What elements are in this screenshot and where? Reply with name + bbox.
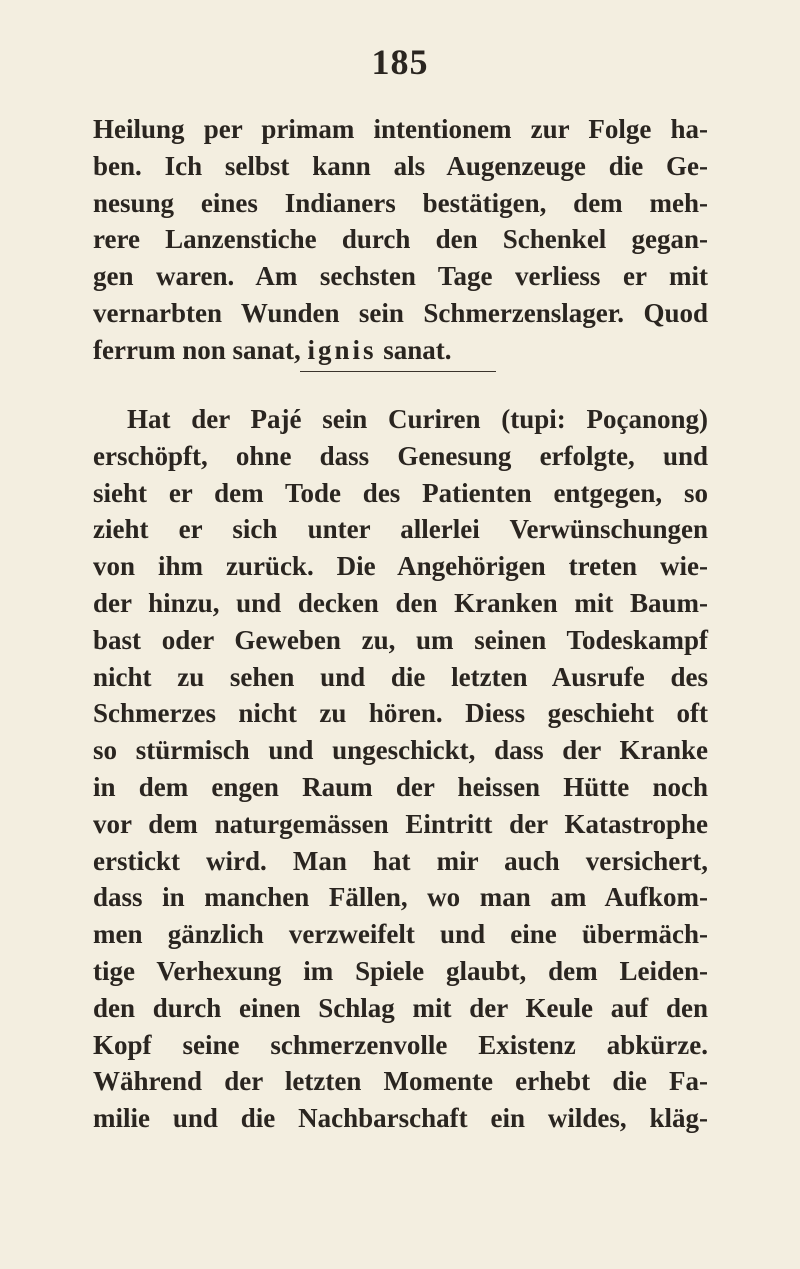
text-line: sieht er dem Tode des Patienten entgegen, so xyxy=(93,477,708,508)
emphasized-word: ignis xyxy=(307,334,377,365)
text-line: Kopf seine schmerzenvolle Existenz abkürze. xyxy=(93,1029,708,1060)
section-separator xyxy=(300,371,496,372)
text-line: so stürmisch und ungeschickt, dass der Kranke xyxy=(93,735,708,766)
text-line: in dem engen Raum der heissen Hütte noch xyxy=(93,771,708,802)
paragraph-2 xyxy=(93,401,708,1137)
text-line: rere Lanzenstiche durch den Schenkel gegan- xyxy=(93,224,708,255)
text-line: den durch einen Schlag mit der Keule auf den xyxy=(93,992,708,1023)
text-line: men gänzlich verzweifelt und eine übermäch- xyxy=(93,919,708,950)
text-line: vernarbten Wunden sein Schmerzenslager. Quod xyxy=(93,297,708,328)
page-number: 185 xyxy=(371,42,429,82)
text-line: der hinzu, und decken den Kranken mit Baum- xyxy=(93,587,708,618)
text-line: erschöpft, ohne dass Genesung erfolgte, und xyxy=(93,440,708,471)
text-line: dass in manchen Fällen, wo man am Aufkom- xyxy=(93,882,708,913)
text-line: Schmerzes nicht zu hören. Diess geschieht oft xyxy=(93,698,708,729)
text-line: milie und die Nachbarschaft ein wildes, kläg- xyxy=(93,1103,708,1134)
text-line: zieht er sich unter allerlei Verwünschungen xyxy=(93,514,708,545)
paragraph-1 xyxy=(93,111,708,369)
text-line: nesung eines Indianers bestätigen, dem meh- xyxy=(93,187,708,218)
text-line: vor dem naturgemässen Eintritt der Katastrophe xyxy=(93,808,708,839)
text-line: gen waren. Am sechsten Tage verliess er mit xyxy=(93,261,708,292)
text-line: bast oder Geweben zu, um seinen Todeskampf xyxy=(93,624,708,655)
text-line: Hat der Pajé sein Curiren (tupi: Poçanong) xyxy=(127,404,708,434)
text-fragment: sanat. xyxy=(376,334,452,365)
text-line: Heilung per primam intentionem zur Folge ha- xyxy=(93,114,708,144)
text-fragment: ferrum non sanat, xyxy=(93,334,308,365)
text-line: nicht zu sehen und die letzten Ausrufe des xyxy=(93,661,708,692)
text-line: tige Verhexung im Spiele glaubt, dem Leiden- xyxy=(93,955,708,986)
text-line: ben. Ich selbst kann als Augenzeuge die Ge- xyxy=(93,150,708,181)
text-line: von ihm zurück. Die Angehörigen treten wie- xyxy=(93,551,708,582)
text-line: Während der letzten Momente erhebt die Fa- xyxy=(93,1066,708,1097)
text-line-last xyxy=(93,332,708,369)
text-line: erstickt wird. Man hat mir auch versichert, xyxy=(93,845,708,876)
